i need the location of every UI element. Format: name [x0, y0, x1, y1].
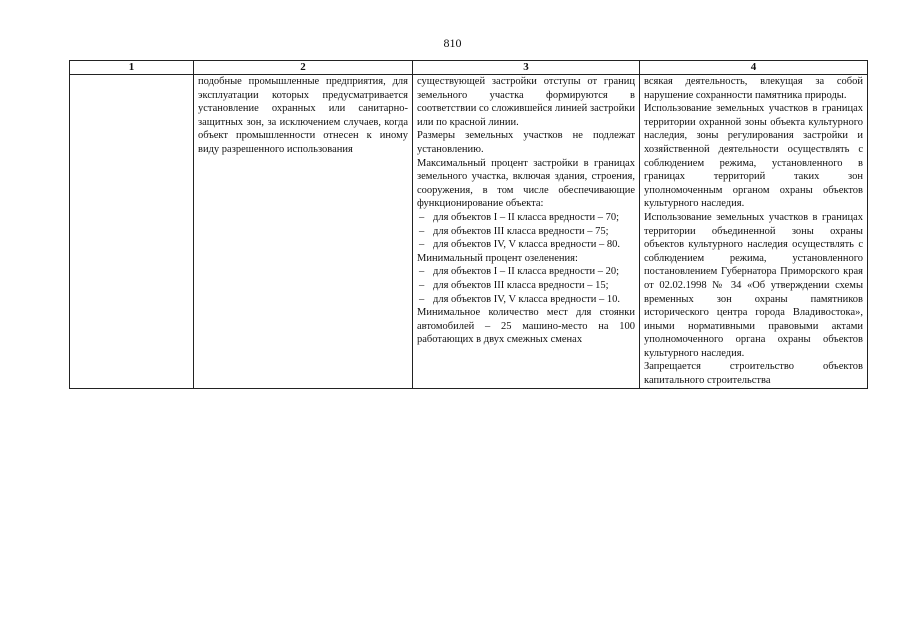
table-header-row	[70, 61, 868, 75]
dash-bullet: –	[419, 293, 425, 305]
setback-paragraph: существующей застройки отступы от границ земельного участка формируются в соответствии со сложившейся линией застройки или по красной линии.	[417, 76, 635, 128]
list-item: – для объектов III класса вредности – 15;	[419, 279, 609, 291]
dash-bullet: –	[419, 266, 425, 278]
column-header-4: 4	[640, 61, 868, 75]
column-header-3: 3	[413, 61, 640, 75]
list-item: – для объектов I – II класса вредности – 70;	[419, 211, 620, 223]
restriction-paragraph-1: всякая деятельность, влекущая за собой нарушение сохранности памятника природы.	[644, 76, 863, 101]
page-number: 810	[443, 36, 462, 50]
cell-col1	[70, 75, 194, 389]
column-header-1: 1	[70, 61, 194, 75]
table-row	[70, 75, 868, 389]
restriction-paragraph-4: Запрещается строительство объектов капитального строительства	[644, 361, 863, 387]
regulations-table	[69, 60, 868, 389]
cell-col4	[640, 75, 868, 389]
greenery-list	[417, 265, 635, 306]
column-header-2: 2	[194, 61, 413, 75]
restriction-paragraph-3: Использование земельных участков в границах территории объединенной зоны охраны объектов культурного наследия осуществлять с соблюдением режима, установленного постановлением Губернатора Приморского края от 02.02.1998 № 34 «Об утверждении схемы временных зон охраны памятников исторического центра города Владивостока», иными нормативными правовыми актами уполномоченного органа охраны объектов культурного наследия.	[644, 211, 863, 359]
list-item: – для объектов IV, V класса вредности – 80.	[419, 239, 620, 251]
max-coverage-paragraph: Максимальный процент застройки в границах земельного участка, включая здания, строения, сооружения, в том числе обеспечивающие функционирование объекта:	[417, 157, 635, 210]
list-item: – для объектов III класса вредности – 75;	[419, 225, 609, 237]
use-type-text: подобные промышленные предприятия, для эксплуатации которых предусматривается установление охранных или санитарно-защитных зон, за исключением случаев, когда объект промышленности отнесен к иному виду разрешенного использования	[198, 76, 408, 155]
coverage-list	[417, 211, 635, 252]
cell-col2	[194, 75, 413, 389]
dash-bullet: –	[419, 211, 425, 223]
dash-bullet: –	[419, 225, 425, 237]
list-item: – для объектов I – II класса вредности – 20;	[419, 266, 620, 278]
restriction-paragraph-2: Использование земельных участков в границах территории охранной зоны объекта культурного наследия, зоны регулирования застройки и хозяйственной деятельности осуществлять с соблюдением режима, установленного в границах территорий таких зон уполномоченным органом охраны объектов культурного наследия.	[644, 103, 863, 210]
plot-size-paragraph: Размеры земельных участков не подлежат установлению.	[417, 130, 635, 155]
list-item: – для объектов IV, V класса вредности – 10.	[419, 293, 620, 305]
min-greenery-paragraph: Минимальный процент озеленения:	[417, 252, 578, 264]
parking-paragraph: Минимальное количество мест для стоянки автомобилей – 25 машино-место на 100 работающих в двух смежных сменах	[417, 307, 635, 346]
cell-col3	[413, 75, 640, 389]
dash-bullet: –	[419, 239, 425, 251]
dash-bullet: –	[419, 279, 425, 291]
